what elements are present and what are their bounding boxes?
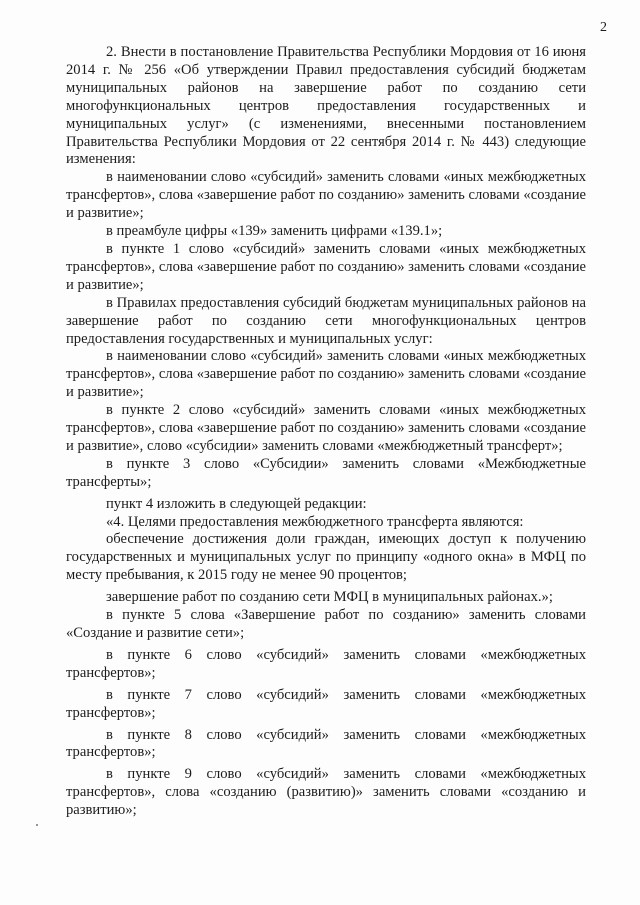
paragraph-title-change: в наименовании слово «субсидий» заменить словами «иных межбюджетных трансфертов», слова «завершение работ по созданию» заменить словами «создание и развитие»; (66, 169, 586, 222)
page-number: 2 (600, 20, 607, 35)
paragraph-clause-8-change: в пункте 8 слово «субсидий» заменить словами «межбюджетных трансфертов»; (66, 726, 586, 761)
paragraph-clause-4-goals: «4. Целями предоставления межбюджетного трансферта являются: (106, 513, 524, 530)
paragraph-clause-3-change: в пункте 3 слово «Субсидии» заменить словами «Межбюджетные трансферты»; (66, 455, 586, 490)
paragraph-clause-4-goal-1: обеспечение достижения доли граждан, имеющих доступ к получению государственных и муниципальных услуг по принципу «одного окна» в МФЦ по месту пребывания, к 2015 году не менее 90 процентов; (66, 531, 586, 584)
paragraph-clause-1-change: в пункте 1 слово «субсидий» заменить словами «иных межбюджетных трансфертов», слова «завершение работ по созданию» заменить словами «создание и развитие»; (66, 240, 586, 293)
paragraph-clause-9-change: в пункте 9 слово «субсидий» заменить словами «межбюджетных трансфертов», слова «созданию (развитию)» заменить словами «созданию и развитию»; (66, 766, 586, 819)
paragraph-preamble-change: в преамбуле цифры «139» заменить цифрами «139.1»; (106, 223, 443, 240)
paragraph-clause-2-change: в пункте 2 слово «субсидий» заменить словами «иных межбюджетных трансфертов», слова «завершение работ по созданию» заменить словами «создание и развитие», слово «субсидии» заменить словами «межбюджетный трансферт»; (66, 402, 586, 454)
paragraph-clause-7-change: в пункте 7 слово «субсидий» заменить словами «межбюджетных трансфертов»; (66, 686, 586, 721)
paragraph-clause-6-change: в пункте 6 слово «субсидий» заменить словами «межбюджетных трансфертов»; (66, 646, 586, 681)
paragraph-clause-4-goal-2: завершение работ по созданию сети МФЦ в муниципальных районах.»; (106, 589, 553, 606)
document-body (66, 44, 586, 820)
paragraph-rules-intro: в Правилах предоставления субсидий бюджетам муниципальных районов на завершение работ по созданию сети многофункциональных центров предоставления государственных и муниципальных услуг: (66, 294, 586, 347)
paragraph-clause-4-intro: пункт 4 изложить в следующей редакции: (106, 495, 367, 512)
scan-speck (36, 824, 38, 826)
paragraph-rules-title-change: в наименовании слово «субсидий» заменить словами «иных межбюджетных трансфертов», слова «завершение работ по созданию» заменить словами «создание и развитие»; (66, 348, 586, 401)
paragraph-clause-5-change: в пункте 5 слова «Завершение работ по созданию» заменить словами «Создание и развитие сети»; (66, 607, 586, 641)
paragraph-amendment-intro: 2. Внести в постановление Правительства Республики Мордовия от 16 июня 2014 г. № 256 «Об утверждении Правил предоставления субсидий бюджетам муниципальных районов на завершение работ по созданию сети многофункциональных центров предоставления государственных и муниципальных услуг» (с изменениями, внесенными постановлением Правительства Республики Мордовия от 22 сентября 2014 г. № 443) следующие изменения: (66, 44, 586, 168)
